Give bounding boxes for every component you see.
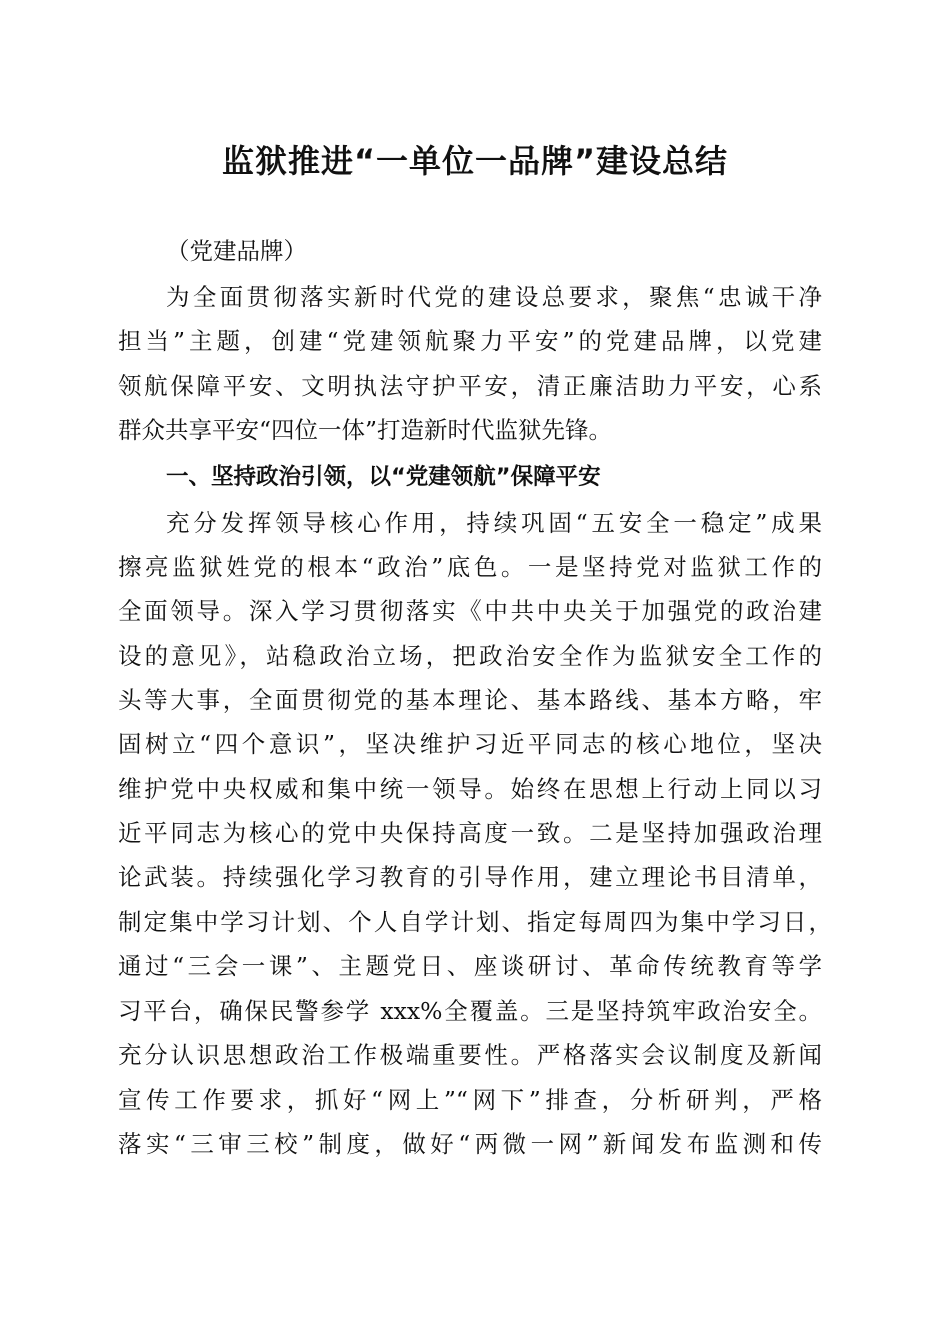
paragraph-line: 设的意见》，站稳政治立场，把政治安全作为监狱安全工作的 (118, 642, 822, 670)
paragraph-line: 维护党中央权威和集中统一领导。始终在思想上行动上同以习 (118, 775, 822, 803)
subtitle: （党建品牌） (166, 237, 307, 265)
paragraph-line: 通过“三会一课”、主题党日、座谈研讨、革命传统教育等学 (118, 952, 822, 980)
paragraph-line: 落实“三审三校”制度，做好“两微一网”新闻发布监测和传 (118, 1130, 822, 1158)
paragraph-line: 头等大事，全面贯彻党的基本理论、基本路线、基本方略，牢 (118, 686, 822, 714)
paragraph-line: 习平台，确保民警参学 xxx%全覆盖。三是坚持筑牢政治安全。 (118, 997, 822, 1025)
paragraph-line: 固树立“四个意识”，坚决维护习近平同志的核心地位，坚决 (118, 730, 822, 758)
document-title: 监狱推进“一单位一品牌”建设总结 (221, 142, 729, 180)
paragraph-line: 全面领导。深入学习贯彻落实《中共中央关于加强党的政治建 (118, 597, 822, 625)
paragraph-line: 制定集中学习计划、个人自学计划、指定每周四为集中学习日， (118, 908, 832, 936)
paragraph-line: 领航保障平安、文明执法守护平安，清正廉洁助力平安，心系 (118, 372, 822, 400)
paragraph-line: 充分发挥领导核心作用，持续巩固“五安全一稳定”成果 (166, 509, 822, 537)
paragraph-line: 为全面贯彻落实新时代党的建设总要求，聚焦“忠诚干净 (166, 283, 822, 311)
paragraph-line: 近平同志为核心的党中央保持高度一致。二是坚持加强政治理 (118, 819, 822, 847)
paragraph-line: 擦亮监狱姓党的根本“政治”底色。一是坚持党对监狱工作的 (118, 553, 822, 581)
paragraph-line: 群众共享平安“四位一体”打造新时代监狱先锋。 (118, 416, 613, 444)
paragraph-line: 宣传工作要求，抓好“网上”“网下”排查，分析研判，严格 (118, 1086, 822, 1114)
section-heading: 一、坚持政治引领，以“党建领航”保障平安 (166, 464, 601, 490)
paragraph-line: 论武装。持续强化学习教育的引导作用，建立理论书目清单， (118, 863, 822, 891)
paragraph-line: 充分认识思想政治工作极端重要性。严格落实会议制度及新闻 (118, 1041, 822, 1069)
paragraph-line: 担当”主题，创建“党建领航聚力平安”的党建品牌，以党建 (118, 327, 822, 355)
